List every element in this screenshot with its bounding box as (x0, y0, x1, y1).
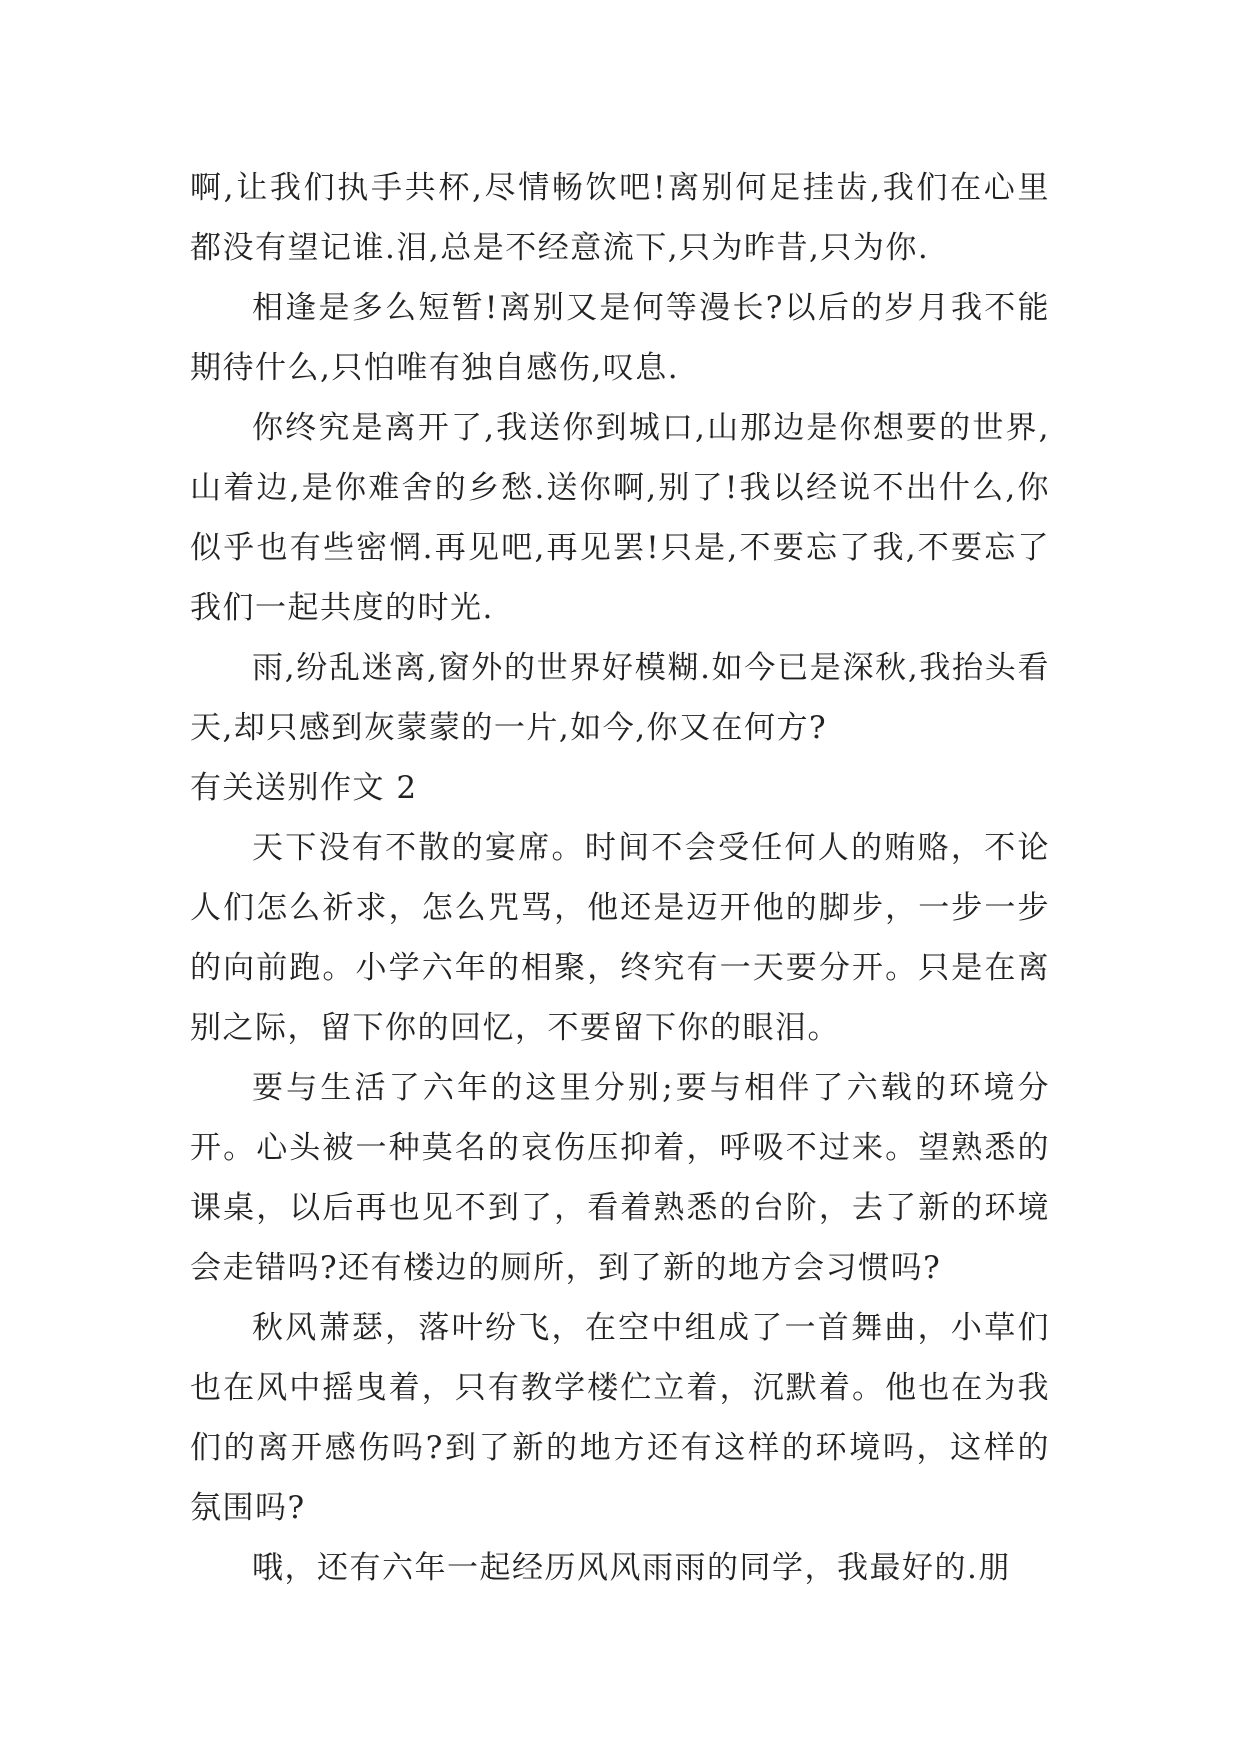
paragraph-7: 秋风萧瑟，落叶纷飞，在空中组成了一首舞曲，小草们也在风中摇曳着，只有教学楼伫立着，沉默着。他也在为我们的离开感伤吗?到了新的地方还有这样的环境吗，这样的氛围吗? (190, 1310, 1050, 1526)
paragraph-1: 啊,让我们执手共杯,尽情畅饮吧!离别何足挂齿,我们在心里都没有望记谁.泪,总是不经意流下,只为昨昔,只为你. (190, 170, 1050, 266)
paragraph-3: 你终究是离开了,我送你到城口,山那边是你想要的世界,山着边,是你难舍的乡愁.送你啊,别了!我以经说不出什么,你似乎也有些密惘.再见吧,再见罢!只是,不要忘了我,不要忘了我们一起共度的时光. (190, 410, 1050, 626)
paragraph-4: 雨,纷乱迷离,窗外的世界好模糊.如今已是深秋,我抬头看天,却只感到灰蒙蒙的一片,如今,你又在何方? (190, 650, 1050, 746)
document-body (190, 158, 1050, 1598)
paragraph-8: 哦，还有六年一起经历风风雨雨的同学，我最好的.朋 (252, 1550, 1011, 1586)
paragraph-5: 天下没有不散的宴席。时间不会受任何人的贿赂，不论人们怎么祈求，怎么咒骂，他还是迈开他的脚步，一步一步的向前跑。小学六年的相聚，终究有一天要分开。只是在离别之际，留下你的回忆，不要留下你的眼泪。 (190, 830, 1050, 1046)
paragraph-2: 相逢是多么短暂!离别又是何等漫长?以后的岁月我不能期待什么,只怕唯有独自感伤,叹息. (190, 290, 1050, 386)
section-heading: 有关送别作文 2 (190, 770, 418, 806)
paragraph-6: 要与生活了六年的这里分别;要与相伴了六载的环境分开。心头被一种莫名的哀伤压抑着，呼吸不过来。望熟悉的课桌，以后再也见不到了，看着熟悉的台阶，去了新的环境会走错吗?还有楼边的厕所，到了新的地方会习惯吗? (190, 1070, 1050, 1286)
